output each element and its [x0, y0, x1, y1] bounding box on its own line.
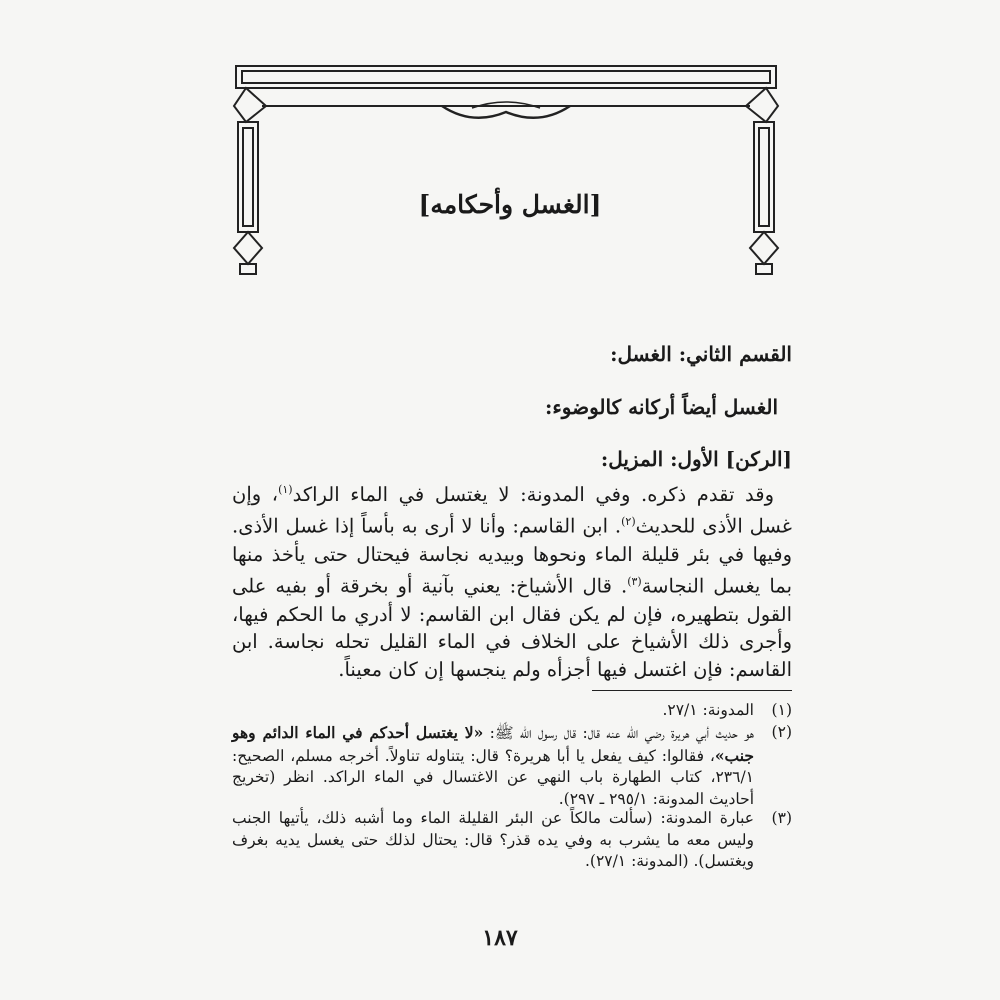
footnote-text: المدونة: ٢٧/١. [662, 701, 754, 719]
footnote-3 [232, 808, 792, 873]
body-text: . ابن القاسم: وأنا لا أرى به بأساً إذا غسل الأذى. وفيها في بئر قليلة الماء ونحوها وبيديه نجاسة فيحتال حتى يأخذ منها بما يغسل النجاسة [232, 514, 792, 598]
chapter-title: [الغسل وأحكامه] [418, 190, 602, 219]
body-paragraph [232, 476, 792, 684]
pillars-heading: الغسل أيضاً أركانه كالوضوء: [545, 395, 778, 419]
footnote-text: عبارة المدونة: (سألت مالكاً عن البئر القليلة الماء وما أشبه ذلك، يأتيها الجنب وليس معه ما يشرب به وفي يده قذر؟ قال: يحتال لذلك حتى يغسل يديه بغرف ويغتسل). (المدونة: ٢٧/١). [232, 809, 754, 870]
footnote-text: ، فقالوا: كيف يفعل يا أبا هريرة؟ قال: يتناوله تناولاً. أخرجه مسلم، الصحيح: ٢٣٦/١، كتاب الطهارة باب النهي عن الاغتسال في الماء الراكد. انظر (تخريج أحاديث المدونة: ٢٩٥/١ ـ ٢٩٧). [232, 746, 754, 808]
body-text: ، وإن غسل الأذى للحديث [232, 482, 792, 538]
footnote-1 [232, 700, 792, 722]
body-text: وقد تقدم ذكره. وفي المدونة: لا يغتسل في الماء الراكد [292, 482, 774, 506]
footnote-number: (١) [771, 701, 792, 719]
section-heading: القسم الثاني: الغسل: [610, 342, 792, 366]
footnote-ref-3[interactable]: (٣) [627, 575, 642, 589]
footnote-2 [232, 722, 792, 810]
footnote-text: هو حديث أبي هريرة رضي الله عنه قال: قال رسول الله ﷺ: [483, 724, 754, 742]
ornamental-title-frame [232, 62, 780, 277]
footnote-number: (٢) [771, 723, 792, 741]
first-pillar-heading: [الركن] الأول: المزيل: [600, 447, 792, 471]
footnote-number: (٣) [771, 809, 792, 827]
page-number: ١٨٧ [482, 925, 518, 951]
footnote-ref-2[interactable]: (٢) [621, 515, 636, 529]
footnote-ref-1[interactable]: (١) [278, 483, 293, 496]
hadith-quote: «لا يغتسل أحدكم في الماء الدائم وهو جنب» [232, 723, 754, 765]
footnote-separator [592, 690, 792, 691]
body-text: . قال الأشياخ: يعني بآنية أو بخرقة أو بفيه على القول بتطهيره، فإن لم يكن فقال ابن القاسم: لا أدري ما الحكم فيها، وأجرى ذلك الأشياخ على الخلاف في الماء القليل تحله نجاسة. ابن القاسم: فإن اغتسل فيها أجزأه ولم ينجسها إن كان معيناً. [232, 574, 792, 682]
